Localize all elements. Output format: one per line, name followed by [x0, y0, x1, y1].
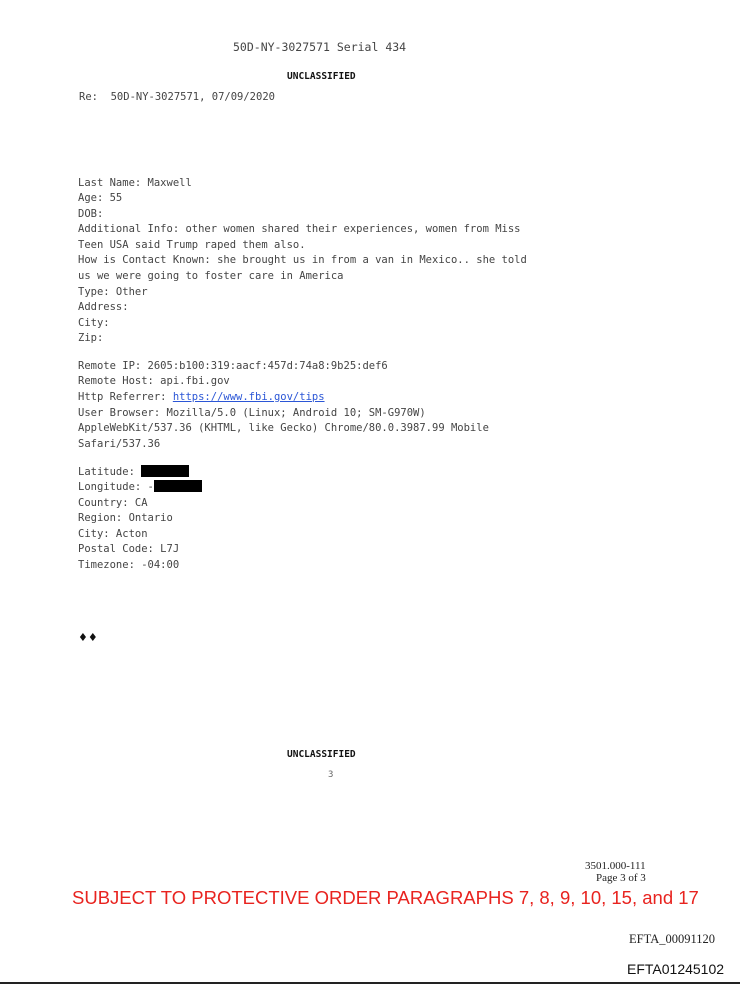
longitude — [78, 480, 202, 495]
efta-number-1: EFTA_00091120 — [629, 932, 716, 946]
classification-top: UNCLASSIFIED — [287, 71, 356, 82]
page-of: Page 3 of 3 — [596, 872, 646, 884]
referrer-link[interactable]: https://www.fbi.gov/tips — [172, 391, 325, 403]
type: Type: Other — [78, 286, 148, 298]
postal-code: Postal Code: L7J — [78, 543, 180, 555]
remote-ip: Remote IP: 2605:b100:319:aacf:457d:74a8:9b25:def6 — [78, 360, 388, 372]
last-name: Last Name: Maxwell — [78, 177, 192, 189]
classification-bottom: UNCLASSIFIED — [287, 749, 356, 760]
referrer-label: Http Referrer: — [78, 391, 173, 403]
efta-number-2: EFTA01245102 — [627, 961, 725, 977]
additional-info-line-1: Additional Info: other women shared their experiences, women from Miss — [78, 223, 521, 235]
bottom-rule — [0, 982, 740, 984]
latitude — [78, 465, 189, 480]
doc-code: 3501.000-111 — [585, 860, 646, 872]
re-line: Re: 50D-NY-3027571, 07/09/2020 — [79, 91, 275, 103]
city: City: — [78, 317, 110, 329]
longitude-label: Longitude: - — [78, 481, 154, 493]
country: Country: CA — [78, 497, 148, 509]
user-browser-line-1: User Browser: Mozilla/5.0 (Linux; Android 10; SM-G970W) — [78, 407, 426, 419]
user-browser-line-3: Safari/537.36 — [78, 438, 161, 450]
latitude-redaction — [141, 465, 189, 477]
region: Region: Ontario — [78, 512, 173, 524]
zip: Zip: — [78, 332, 104, 344]
additional-info-line-2: Teen USA said Trump raped them also. — [78, 239, 306, 251]
timezone: Timezone: -04:00 — [78, 559, 180, 571]
remote-host: Remote Host: api.fbi.gov — [78, 375, 230, 387]
protective-order-notice: SUBJECT TO PROTECTIVE ORDER PARAGRAPHS 7, 8, 9, 10, 15, and 17 — [72, 887, 699, 908]
contact-known-line-2: us we were going to foster care in America — [78, 270, 344, 282]
location-city: City: Acton — [78, 528, 148, 540]
dob: DOB: — [78, 208, 104, 220]
serial-header: 50D-NY-3027571 Serial 434 — [233, 40, 407, 54]
longitude-redaction — [154, 480, 202, 492]
latitude-label: Latitude: — [78, 466, 142, 478]
http-referrer — [78, 390, 325, 405]
address: Address: — [78, 301, 129, 313]
age: Age: 55 — [78, 192, 123, 204]
contact-known-line-1: How is Contact Known: she brought us in from a van in Mexico.. she told — [78, 254, 527, 266]
diamond-marks: ♦♦ — [78, 631, 98, 644]
user-browser-line-2: AppleWebKit/537.36 (KHTML, like Gecko) Chrome/80.0.3987.99 Mobile — [78, 422, 489, 434]
page-number: 3 — [328, 770, 334, 780]
